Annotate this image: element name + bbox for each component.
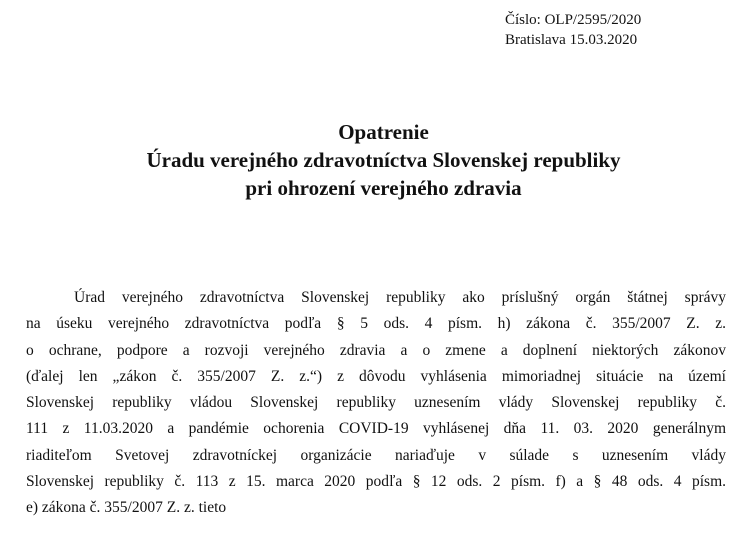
body-line: Úrad verejného zdravotníctva Slovenskej republiky ako príslušný orgán štátnej správy <box>74 289 726 306</box>
body-line: na úseku verejného zdravotníctva podľa § 5 ods. 4 písm. h) zákona č. 355/2007 Z. z. <box>26 315 726 333</box>
place-and-date: Bratislava 15.03.2020 <box>505 32 638 48</box>
document-reference <box>505 10 641 50</box>
body-paragraph <box>26 285 726 522</box>
title-line-2: Úradu verejného zdravotníctva Slovenskej republiky <box>146 148 621 172</box>
document-number: Číslo: OLP/2595/2020 <box>505 12 642 28</box>
body-line: Slovenskej republiky vládou Slovenskej republiky uznesením vlády Slovenskej republiky č. <box>26 394 726 412</box>
body-line: (ďalej len „zákon č. 355/2007 Z. z.“) z dôvodu vyhlásenia mimoriadnej situácie na území <box>26 367 726 385</box>
body-line: e) zákona č. 355/2007 Z. z. tieto <box>26 499 227 517</box>
title-line-1: Opatrenie <box>338 120 429 144</box>
title-line-3: pri ohrození verejného zdravia <box>245 176 522 200</box>
body-line: 111 z 11.03.2020 a pandémie ochorenia COVID-19 vyhlásenej dňa 11. 03. 2020 generálnym <box>26 420 726 438</box>
body-line: Slovenskej republiky č. 113 z 15. marca 2020 podľa § 12 ods. 2 písm. f) a § 48 ods. 4 písm. <box>26 473 726 491</box>
body-line: riaditeľom Svetovej zdravotníckej organizácie nariaďuje v súlade s uznesením vlády <box>26 446 726 464</box>
document-title <box>0 118 755 202</box>
body-line: o ochrane, podpore a rozvoji verejného zdravia a o zmene a doplnení niektorých zákonov <box>26 341 726 359</box>
